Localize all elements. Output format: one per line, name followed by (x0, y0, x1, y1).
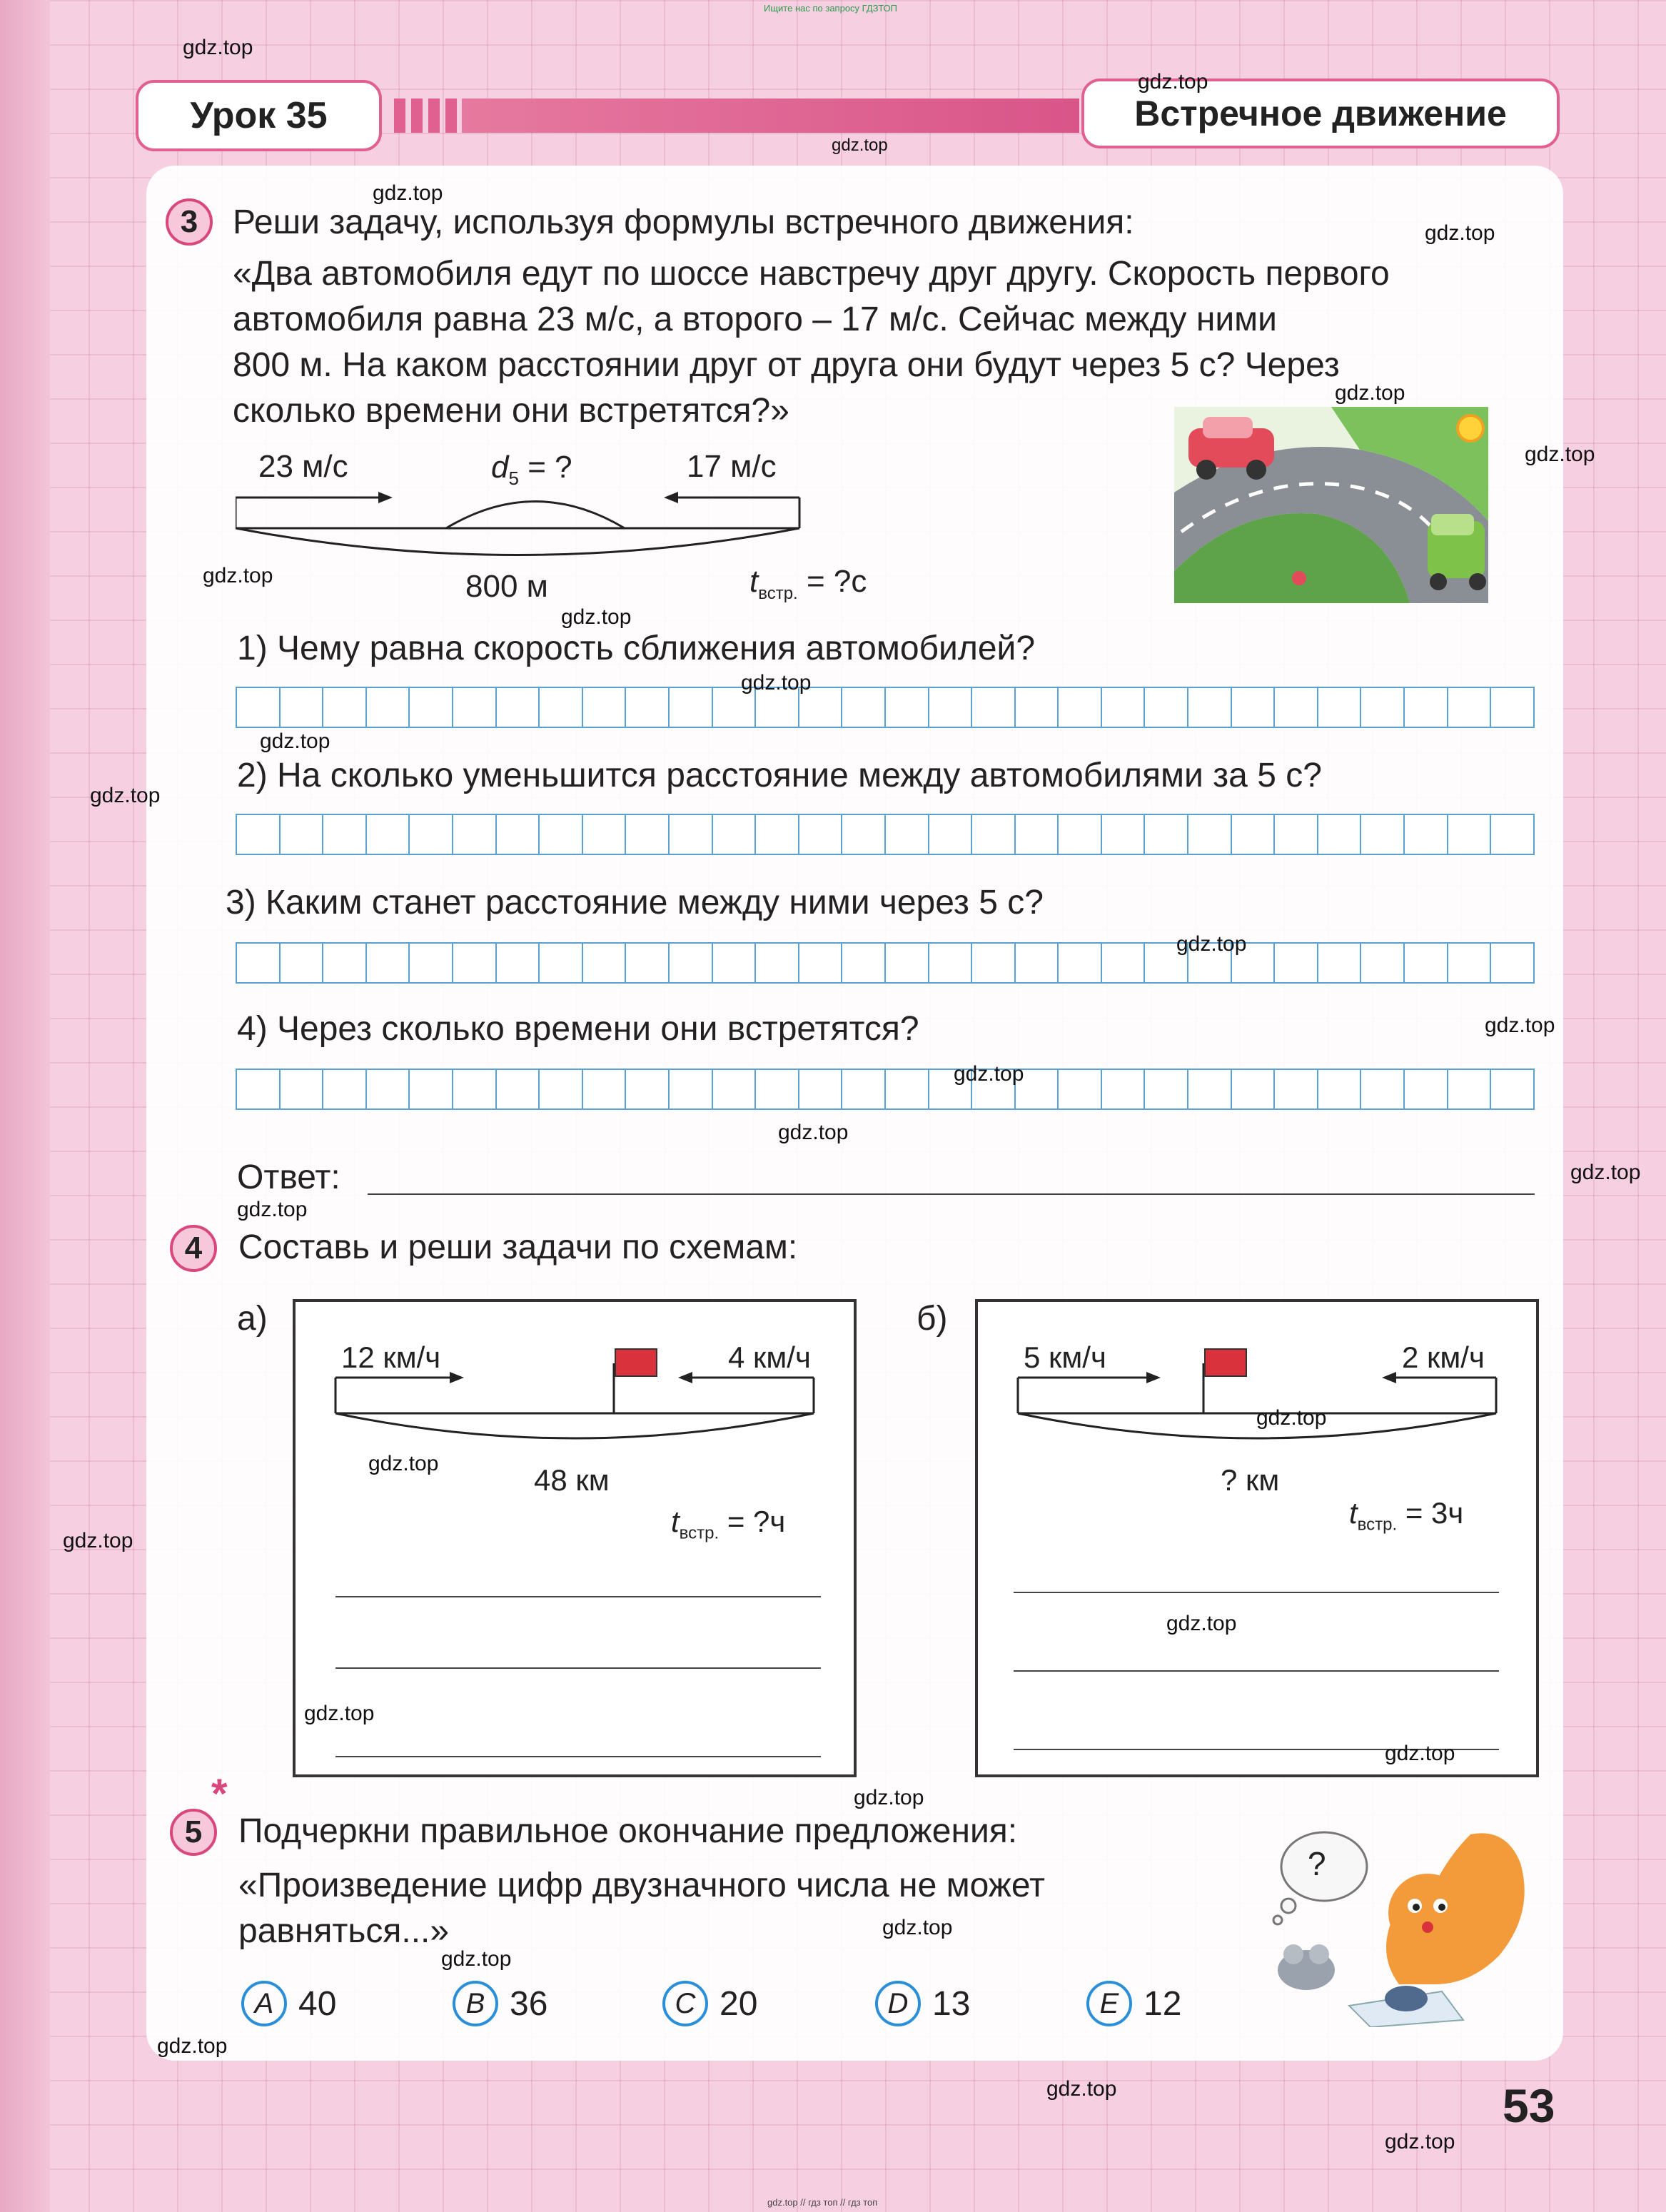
task3-total-distance: 800 м (465, 569, 548, 604)
road-cars-illustration (1174, 407, 1488, 603)
option-c[interactable] (662, 1981, 757, 2026)
bottom-note: gdz.top // гдз топ // гдз топ (767, 2197, 878, 2208)
task3-question-3: 3) Каким станет расстояние между ними через 5 с? (226, 884, 1044, 921)
watermark: gdz.top (1485, 1014, 1555, 1037)
task3-question-1: 1) Чему равна скорость сближения автомобилей? (237, 630, 1036, 667)
task4-a-line-2[interactable] (335, 1667, 821, 1669)
task4-b-speed1: 5 км/ч (1024, 1340, 1106, 1374)
option-b-value[interactable]: 36 (510, 1984, 548, 2023)
watermark: gdz.top (63, 1529, 133, 1552)
task4-number: 4 (170, 1225, 217, 1272)
watermark: gdz.top (1138, 70, 1208, 94)
task5-quote-line-2: равняться...» (238, 1912, 450, 1950)
task3-problem-line-4: сколько времени они встретятся?» (233, 392, 789, 430)
task3-time-label: $t_{встр.}$ = ?с (749, 564, 867, 603)
watermark: gdz.top (1570, 1161, 1641, 1184)
task4-b-distance: ? км (1221, 1463, 1280, 1497)
watermark: gdz.top (1385, 2130, 1455, 2153)
page-number: 53 (1503, 2079, 1555, 2132)
lesson-badge (136, 80, 382, 151)
task3-problem-line-3: 800 м. На каком расстоянии друг от друга они будут через 5 с? Через (233, 346, 1340, 384)
header-stripes (394, 99, 1079, 133)
watermark: gdz.top (1335, 381, 1405, 405)
answer-grid-2[interactable] (236, 814, 1535, 855)
task3-question-4: 4) Через сколько времени они встретятся? (237, 1010, 919, 1048)
task5-number: 5 (170, 1809, 217, 1856)
watermark: gdz.top (157, 2034, 228, 2058)
task4-a-line-3[interactable] (335, 1756, 821, 1757)
task4-a-line-1[interactable] (335, 1596, 821, 1597)
watermark: gdz.top (854, 1786, 924, 1809)
watermark: gdz.top (1425, 221, 1495, 245)
watermark: gdz.top (832, 136, 888, 155)
task4-a-time-label: $t_{встр.}$ = ?ч (671, 1505, 786, 1543)
option-b-letter[interactable]: B (453, 1981, 498, 2026)
answer-grid-4[interactable] (236, 1069, 1535, 1110)
topic-title: Встречное движение (1134, 94, 1507, 133)
task3-speed1: 23 м/с (258, 449, 348, 484)
watermark: gdz.top (373, 181, 443, 205)
watermark: gdz.top (304, 1702, 375, 1725)
task4-a-label: а) (237, 1300, 268, 1338)
watermark: gdz.top (1046, 2077, 1117, 2101)
watermark: gdz.top (561, 605, 632, 629)
task4-b-line-2[interactable] (1014, 1670, 1499, 1672)
option-c-letter[interactable]: C (662, 1981, 708, 2026)
cat-mouse-illustration (1256, 1813, 1542, 2027)
task3-number: 3 (166, 198, 213, 246)
watermark: gdz.top (1525, 443, 1595, 466)
task4-a-distance: 48 км (534, 1463, 610, 1497)
watermark: gdz.top (1166, 1612, 1237, 1635)
task4-a-speed1: 12 км/ч (341, 1340, 441, 1374)
option-e-letter[interactable]: E (1086, 1981, 1132, 2026)
task4-b-speed2: 2 км/ч (1402, 1340, 1485, 1374)
watermark: gdz.top (441, 1947, 512, 1971)
watermark: gdz.top (368, 1452, 439, 1475)
task4-a-speed2: 4 км/ч (728, 1340, 811, 1374)
task5-star: * (211, 1771, 228, 1817)
option-e-value[interactable]: 12 (1144, 1984, 1182, 2023)
task3-d5-label: $d_5$ = ? (491, 450, 572, 489)
answer-grid-1[interactable] (236, 687, 1535, 728)
option-d[interactable] (875, 1981, 970, 2026)
option-c-value[interactable]: 20 (720, 1984, 758, 2023)
watermark: gdz.top (183, 36, 253, 59)
watermark: gdz.top (954, 1062, 1024, 1086)
watermark: gdz.top (741, 671, 812, 695)
question-bubble-mark: ? (1308, 1845, 1326, 1882)
watermark: gdz.top (1256, 1406, 1327, 1430)
watermark: gdz.top (882, 1916, 953, 1939)
task3-answer-label: Ответ: (237, 1158, 340, 1196)
option-d-value[interactable]: 13 (932, 1984, 971, 2023)
task3-question-2: 2) На сколько уменьшится расстояние между автомобилями за 5 с? (237, 757, 1322, 794)
task4-b-time-label: $t_{встр.} = 3ч$ (1349, 1496, 1464, 1535)
watermark: gdz.top (260, 729, 330, 753)
top-note: Ищите нас по запросу ГДЗТОП (764, 3, 898, 14)
task4-b-line-1[interactable] (1014, 1592, 1499, 1593)
task4-b-label: б) (917, 1300, 948, 1338)
option-e[interactable] (1086, 1981, 1181, 2026)
watermark: gdz.top (778, 1121, 849, 1144)
watermark: gdz.top (90, 784, 161, 807)
option-a-value[interactable]: 40 (298, 1984, 337, 2023)
task4-intro: Составь и реши задачи по схемам: (238, 1228, 798, 1266)
task3-problem-line-2: автомобиля равна 23 м/с, а второго – 17 м/с. Сейчас между ними (233, 301, 1277, 338)
watermark: gdz.top (203, 564, 273, 587)
watermark: gdz.top (237, 1198, 308, 1221)
page-spine (0, 0, 50, 2212)
option-a[interactable] (241, 1981, 336, 2026)
task3-answer-line[interactable] (368, 1193, 1535, 1195)
watermark: gdz.top (1385, 1742, 1455, 1765)
watermark: gdz.top (1176, 932, 1247, 956)
task3-problem-line-1: «Два автомобиля едут по шоссе навстречу друг другу. Скорость первого (233, 255, 1390, 293)
task3-intro: Реши задачу, используя формулы встречного движения: (233, 203, 1134, 241)
lesson-label: Урок 35 (190, 95, 328, 136)
option-a-letter[interactable]: A (241, 1981, 287, 2026)
answer-grid-3[interactable] (236, 942, 1535, 984)
task3-speed2: 17 м/с (687, 449, 777, 484)
option-b[interactable] (453, 1981, 547, 2026)
task5-intro: Подчеркни правильное окончание предложения: (238, 1812, 1018, 1850)
option-d-letter[interactable]: D (875, 1981, 921, 2026)
task5-quote-line-1: «Произведение цифр двузначного числа не может (238, 1867, 1045, 1904)
